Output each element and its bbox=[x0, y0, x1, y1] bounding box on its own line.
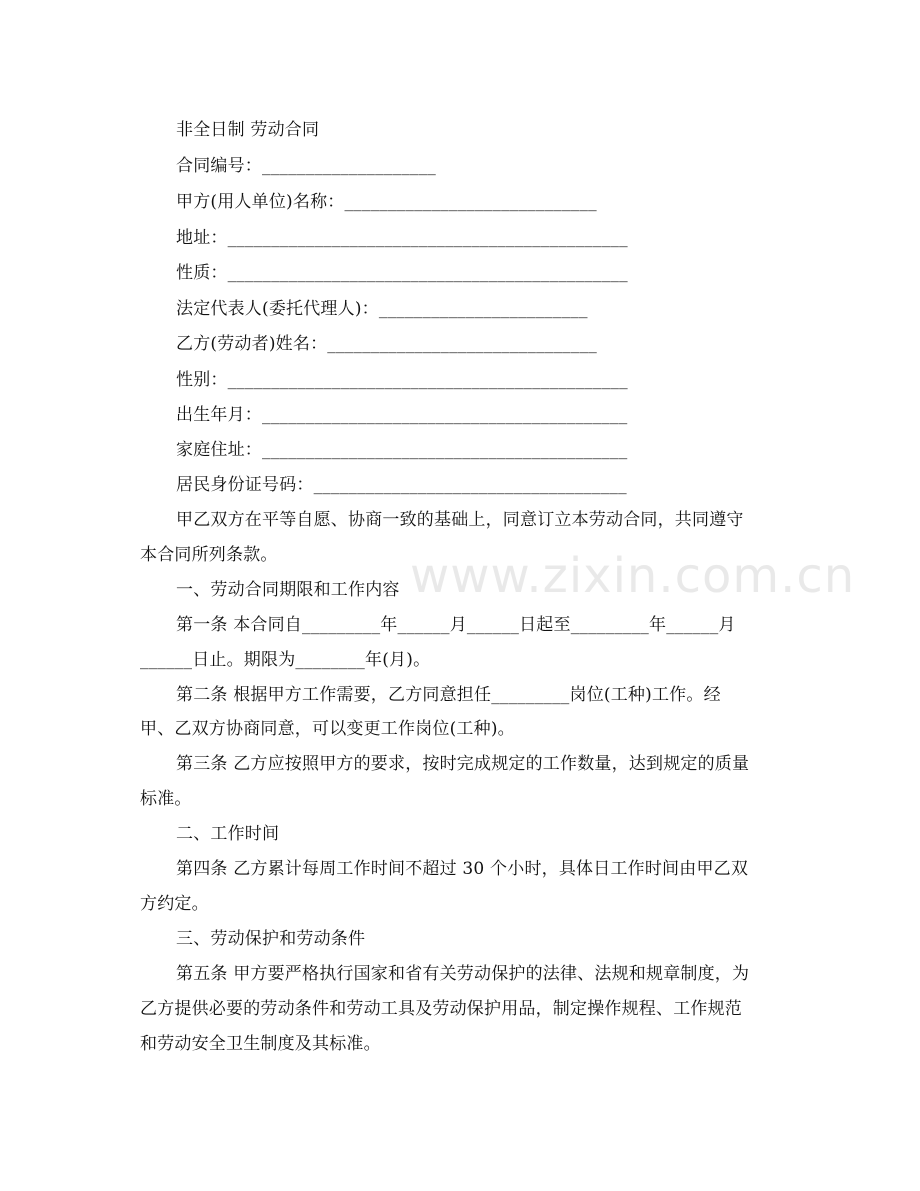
document-title: 非全日制 劳动合同 bbox=[176, 120, 320, 140]
article5-line-2: 乙方提供必要的劳动条件和劳动工具及劳动保护用品，制定操作规程、工作规范 bbox=[140, 999, 742, 1019]
article1-line-2: ______日止。期限为________年(月)。 bbox=[140, 650, 431, 670]
article2-line-1: 第二条 根据甲方工作需要，乙方同意担任_________岗位(工种)工作。经 bbox=[176, 685, 721, 705]
home-address-field: 家庭住址：__________________________________________ bbox=[176, 440, 628, 460]
article3-line-2: 标准。 bbox=[140, 789, 192, 809]
article2-line-2: 甲、乙双方协商同意，可以变更工作岗位(工种)。 bbox=[140, 719, 515, 739]
gender-field: 性别：______________________________________________ bbox=[176, 370, 628, 390]
address-field: 地址：______________________________________________ bbox=[176, 228, 628, 248]
id-no-field: 居民身份证号码：____________________________________ bbox=[176, 475, 627, 495]
article4-line-1: 第四条 乙方累计每周工作时间不超过 30 个小时，具体日工作时间由甲乙双 bbox=[176, 859, 749, 879]
article3-line-1: 第三条 乙方应按照甲方的要求，按时完成规定的工作数量，达到规定的质量 bbox=[176, 754, 750, 774]
article1-line-1: 第一条 本合同自_________年______月______日起至_________年______月 bbox=[176, 615, 736, 635]
intro-line-1: 甲乙双方在平等自愿、协商一致的基础上，同意订立本劳动合同，共同遵守 bbox=[176, 510, 744, 530]
section2-heading: 二、工作时间 bbox=[176, 824, 280, 844]
article4-line-2: 方约定。 bbox=[140, 894, 209, 914]
party-a-name-field: 甲方(用人单位)名称：_____________________________ bbox=[176, 192, 597, 212]
article5-line-1: 第五条 甲方要严格执行国家和省有关劳动保护的法律、法规和规章制度，为 bbox=[176, 964, 750, 984]
intro-line-2: 本合同所列条款。 bbox=[140, 545, 278, 565]
party-b-name-field: 乙方(劳动者)姓名：_______________________________ bbox=[176, 334, 597, 354]
section1-heading: 一、劳动合同期限和工作内容 bbox=[176, 580, 400, 600]
nature-field: 性质：______________________________________________ bbox=[176, 263, 628, 283]
article5-line-3: 和劳动安全卫生制度及其标准。 bbox=[140, 1034, 381, 1054]
section3-heading: 三、劳动保护和劳动条件 bbox=[176, 929, 366, 949]
birth-field: 出生年月：__________________________________________ bbox=[176, 405, 628, 425]
legal-rep-field: 法定代表人(委托代理人)：________________________ bbox=[176, 299, 588, 319]
watermark: www.zixin.com.cn bbox=[410, 548, 856, 604]
contract-no-field: 合同编号：____________________ bbox=[176, 156, 436, 176]
